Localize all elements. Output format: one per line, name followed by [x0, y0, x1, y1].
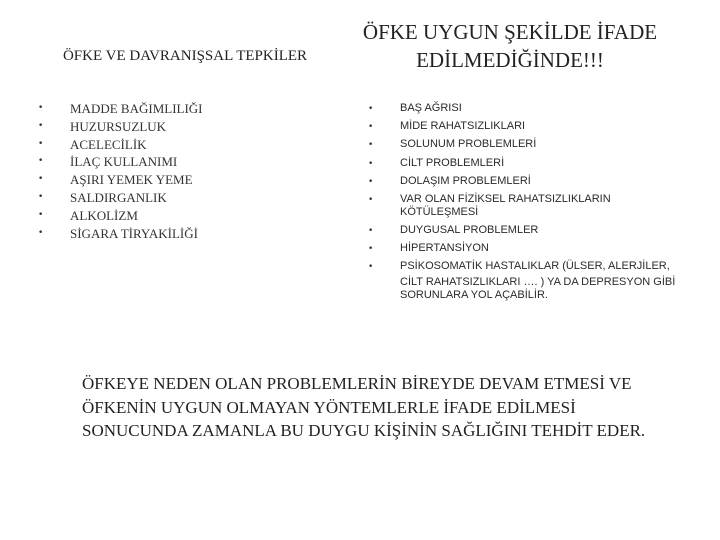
list-item-text: CİLT PROBLEMLERİ: [400, 156, 505, 169]
list-item: [368, 138, 688, 153]
list-item: [368, 120, 688, 135]
list-item: [38, 136, 328, 154]
bullet-icon: •: [368, 243, 374, 254]
bullet-icon: •: [38, 156, 44, 167]
bullet-icon: •: [368, 225, 374, 236]
list-item: [368, 260, 688, 275]
list-item-text: DUYGUSAL PROBLEMLER: [400, 223, 539, 236]
list-item: [38, 118, 328, 136]
list-item: [38, 171, 328, 189]
list-item: [38, 189, 328, 207]
list-item: [38, 153, 328, 171]
bullet-icon: •: [38, 120, 44, 131]
list-item-text: ALKOLİZM: [70, 207, 138, 223]
list-item: [368, 175, 688, 190]
list-item-text: MİDE RAHATSIZLIKLARI: [400, 120, 526, 133]
summary-paragraph: ÖFKEYE NEDEN OLAN PROBLEMLERİN BİREYDE DEVAM ETMESİ VE ÖFKENİN UYGUN OLMAYAN YÖNTEMLERLE İFADE EDİLMESİ SONUCUNDA ZAMANLA BU DUYGU KİŞİNİN SAĞLIĞINI TEHDİT EDER.: [82, 374, 646, 440]
list-item-text: BAŞ AĞRISI: [400, 102, 462, 114]
health-effects-list: [368, 102, 688, 306]
list-item-text: HİPERTANSİYON: [400, 241, 489, 254]
list-item: [368, 242, 688, 257]
left-section-title: ÖFKE VE DAVRANIŞSAL TEPKİLER: [62, 48, 308, 64]
list-item-continuation: [368, 276, 688, 303]
list-item: [368, 102, 688, 117]
list-item-text: SİGARA TİRYAKİLİĞİ: [70, 225, 198, 241]
bullet-icon: •: [38, 191, 44, 202]
bullet-icon: •: [38, 174, 44, 185]
list-item-text: PSİKOSOMATİK HASTALIKLAR (ÜLSER, ALERJİLER,: [400, 260, 670, 272]
list-item-text: AŞIRI YEMEK YEME: [70, 172, 193, 188]
list-item-text: DOLAŞIM PROBLEMLERİ: [400, 174, 531, 187]
behavioral-reactions-list: [38, 100, 328, 242]
list-item: [368, 157, 688, 172]
list-item-text: VAR OLAN FİZİKSEL RAHATSIZLIKLARIN KÖTÜLEŞMESİ: [400, 192, 611, 219]
list-item-text: HUZURSUZLUK: [70, 118, 167, 134]
bullet-icon: •: [368, 194, 374, 205]
list-item: [368, 193, 688, 220]
list-item-text: MADDE BAĞIMLILIĞI: [70, 101, 203, 116]
list-item-text: ACELECİLİK: [70, 136, 147, 152]
list-item-text: SALDIRGANLIK: [70, 189, 167, 205]
bullet-icon: •: [368, 158, 374, 169]
list-item: [38, 100, 328, 118]
bullet-icon: •: [38, 209, 44, 220]
list-item-text: SOLUNUM PROBLEMLERİ: [400, 138, 537, 151]
bullet-icon: •: [368, 140, 374, 151]
bullet-icon: •: [368, 104, 374, 114]
right-section-title: ÖFKE UYGUN ŞEKİLDE İFADE EDİLMEDİĞİNDE!!!: [362, 20, 658, 72]
list-item: [368, 224, 688, 239]
bullet-icon: •: [38, 103, 44, 113]
list-item: [38, 207, 328, 225]
bullet-icon: •: [38, 138, 44, 149]
list-item-text: CİLT RAHATSIZLIKLARI …. ) YA DA DEPRESYON GİBİ SORUNLARA YOL AÇABİLİR.: [400, 275, 676, 301]
bullet-icon: •: [368, 122, 374, 133]
bullet-icon: •: [368, 176, 374, 187]
list-item-text: İLAÇ KULLANIMI: [70, 154, 178, 170]
list-item: [38, 225, 328, 243]
bullet-icon: •: [38, 227, 44, 238]
bullet-icon: •: [368, 262, 374, 272]
